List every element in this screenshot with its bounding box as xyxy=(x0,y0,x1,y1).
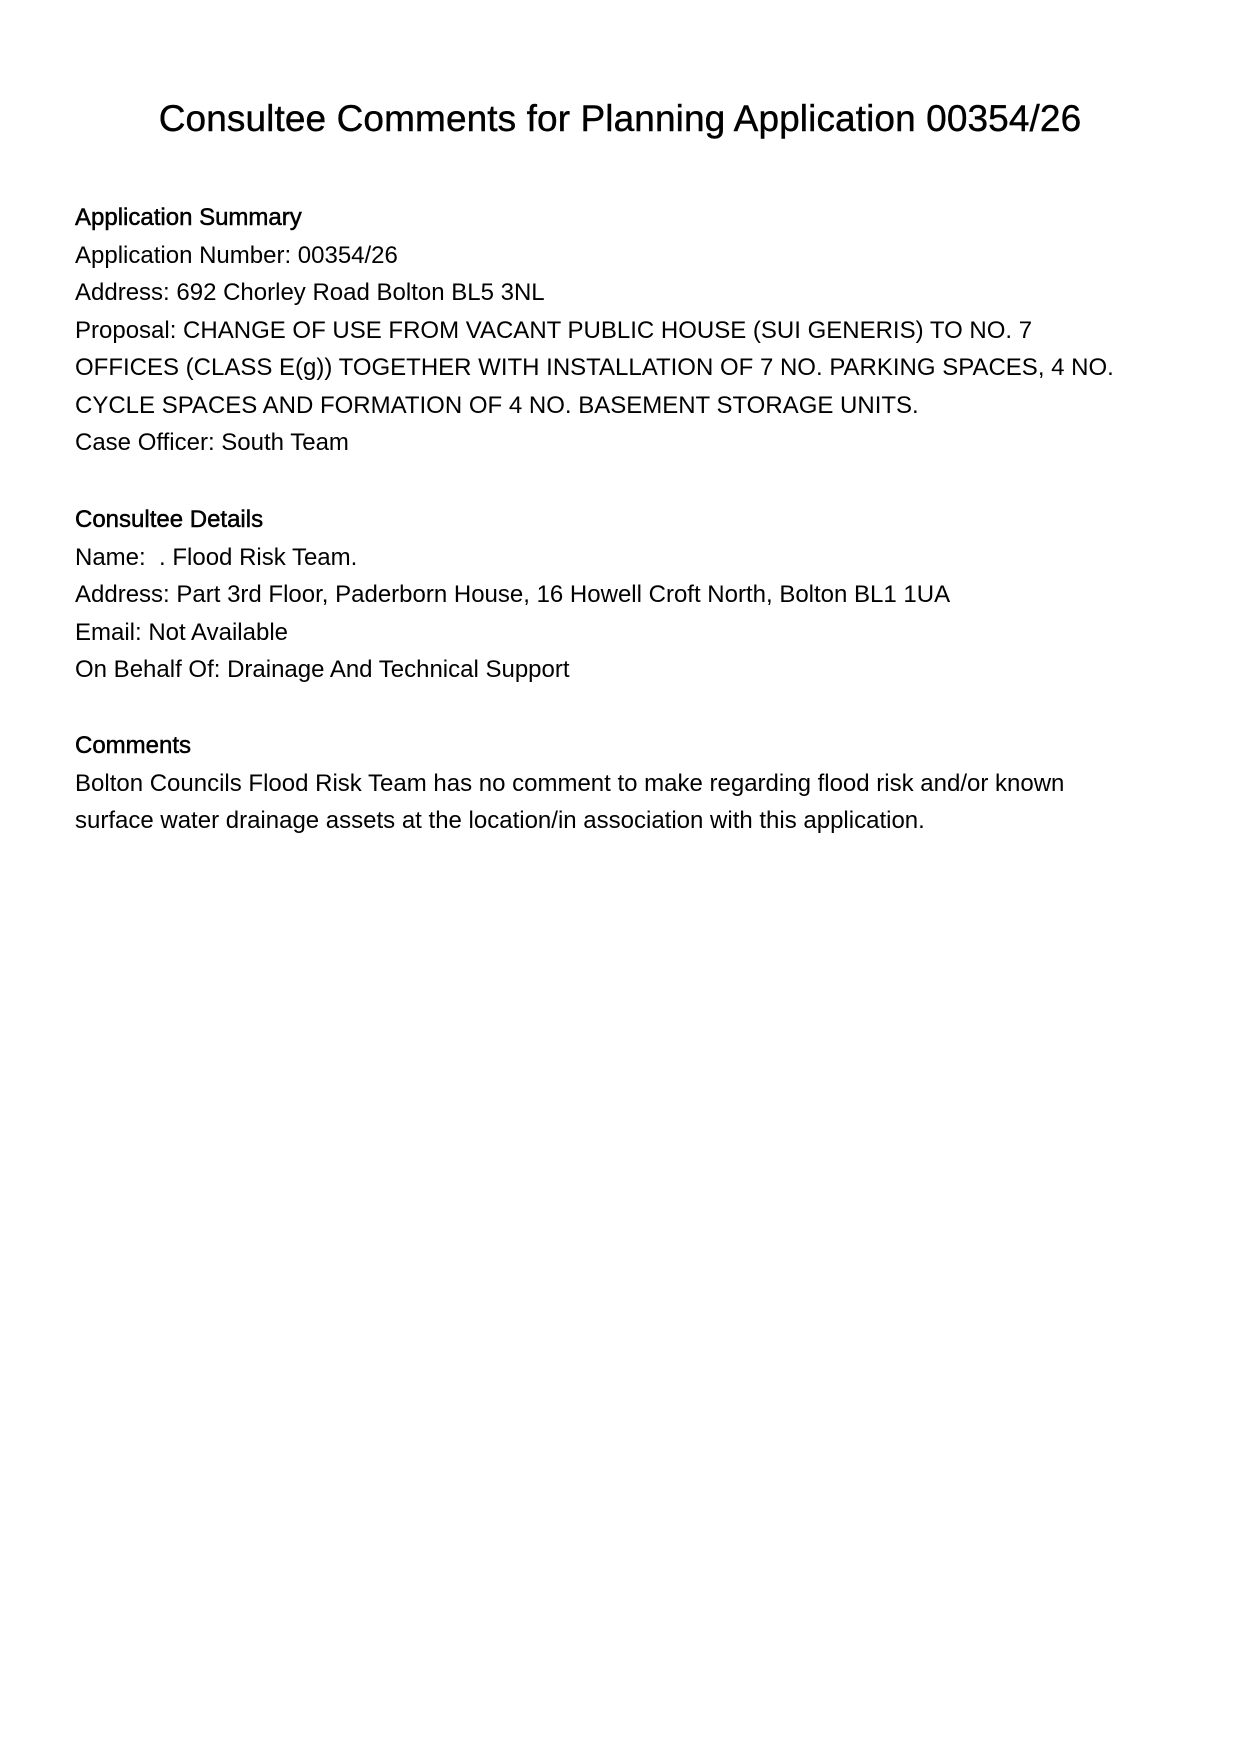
application-address: Address: 692 Chorley Road Bolton BL5 3NL xyxy=(75,279,545,306)
case-officer: Case Officer: South Team xyxy=(75,429,349,456)
comments-text: Bolton Councils Flood Risk Team has no comment to make regarding flood risk and/or known surface water drainage assets at the location/in association with this application. xyxy=(75,769,1065,834)
application-summary-section xyxy=(75,199,1135,462)
consultee-details-heading: Consultee Details xyxy=(75,506,264,533)
comments-section xyxy=(75,727,1135,840)
consultee-on-behalf-of: On Behalf Of: Drainage And Technical Support xyxy=(75,656,570,683)
application-summary-heading: Application Summary xyxy=(75,204,302,231)
comments-heading: Comments xyxy=(75,732,192,759)
page-title: Consultee Comments for Planning Application 00354/26 xyxy=(158,98,1082,139)
application-number: Application Number: 00354/26 xyxy=(75,241,398,269)
consultee-email: Email: Not Available xyxy=(75,618,288,646)
consultee-name: Name: . Flood Risk Team. xyxy=(75,543,358,571)
application-proposal: Proposal: CHANGE OF USE FROM VACANT PUBLIC HOUSE (SUI GENERIS) TO NO. 7 OFFICES (CLASS E(g)) TOGETHER WITH INSTALLATION OF 7 NO. PARKING SPACES, 4 NO. CYCLE SPACES AND FORMATION OF 4 NO. BASEMENT STORAGE UNITS. xyxy=(75,316,1114,419)
consultee-address: Address: Part 3rd Floor, Paderborn House, 16 Howell Croft North, Bolton BL1 1UA xyxy=(75,581,951,608)
consultee-details-section xyxy=(75,501,1135,689)
